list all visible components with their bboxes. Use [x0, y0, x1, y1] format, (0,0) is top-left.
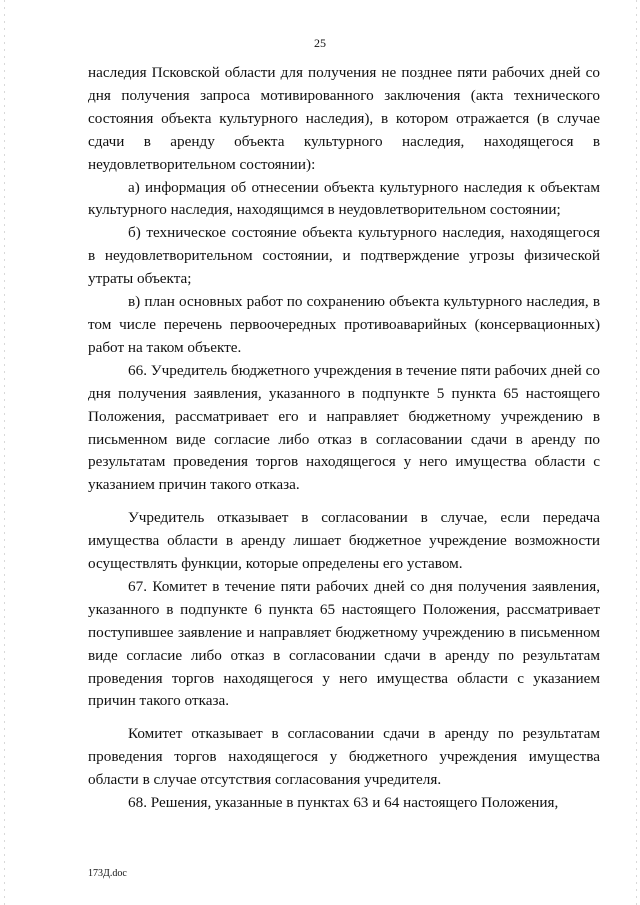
document-body	[88, 62, 600, 815]
paragraph-67-refusal: Комитет отказывает в согласовании сдачи в аренду по результатам проведения торгов находящегося у бюджетного учреждения имущества области в случае отсутствия согласования учредителя.	[88, 725, 600, 789]
page-number: 25	[314, 36, 326, 50]
paragraph-68: 68. Решения, указанные в пунктах 63 и 64 настоящего Положения,	[128, 794, 559, 812]
paragraph-item-a: а) информация об отнесении объекта культурного наследия к объектам культурного наследия, находящимся в неудовлетворительном состоянии;	[88, 178, 600, 219]
scan-edge-left	[4, 0, 5, 905]
scan-edge-right	[636, 0, 637, 905]
paragraph-66: 66. Учредитель бюджетного учреждения в течение пяти рабочих дней со дня получения заявления, указанного в подпункте 5 пункта 65 настоящего Положения, рассматривает его и направляет бюджетному учреждению в письменном виде согласие либо отказ в согласовании сдачи в аренду по результатам проведения торгов находящегося у него имущества области с указанием причин такого отказа.	[88, 361, 600, 494]
paragraph-67: 67. Комитет в течение пяти рабочих дней со дня получения заявления, указанного в подпункте 6 пункта 65 настоящего Положения, рассматривает поступившее заявление и направляет бюджетному учреждению в письменном виде согласие либо отказ в согласовании сдачи в аренду по результатам проведения торгов находящегося у него имущества области с указанием причин такого отказа.	[88, 577, 600, 710]
paragraph-item-v: в) план основных работ по сохранению объекта культурного наследия, в том числе перечень первоочередных противоаварийных (консервационных) работ на таком объекте.	[88, 293, 600, 356]
paragraph-66-refusal: Учредитель отказывает в согласовании в случае, если передача имущества области в аренду лишает бюджетное учреждение возможности осуществлять функции, которые определены его уставом.	[88, 509, 600, 573]
footer-file-name: 173Д.doc	[88, 868, 127, 879]
paragraph-intro-continuation: наследия Псковской области для получения не позднее пяти рабочих дней со дня получения запроса мотивированного заключения (акта технического состояния объекта культурного наследия), в котором отражается (в случае сдачи в аренду объекта культурного наследия, находящегося в неудовлетворительном состоянии):	[88, 64, 600, 173]
paragraph-item-b: б) техническое состояние объекта культурного наследия, находящегося в неудовлетворительном состоянии, и подтверждение угрозы физической утраты объекта;	[88, 224, 600, 288]
